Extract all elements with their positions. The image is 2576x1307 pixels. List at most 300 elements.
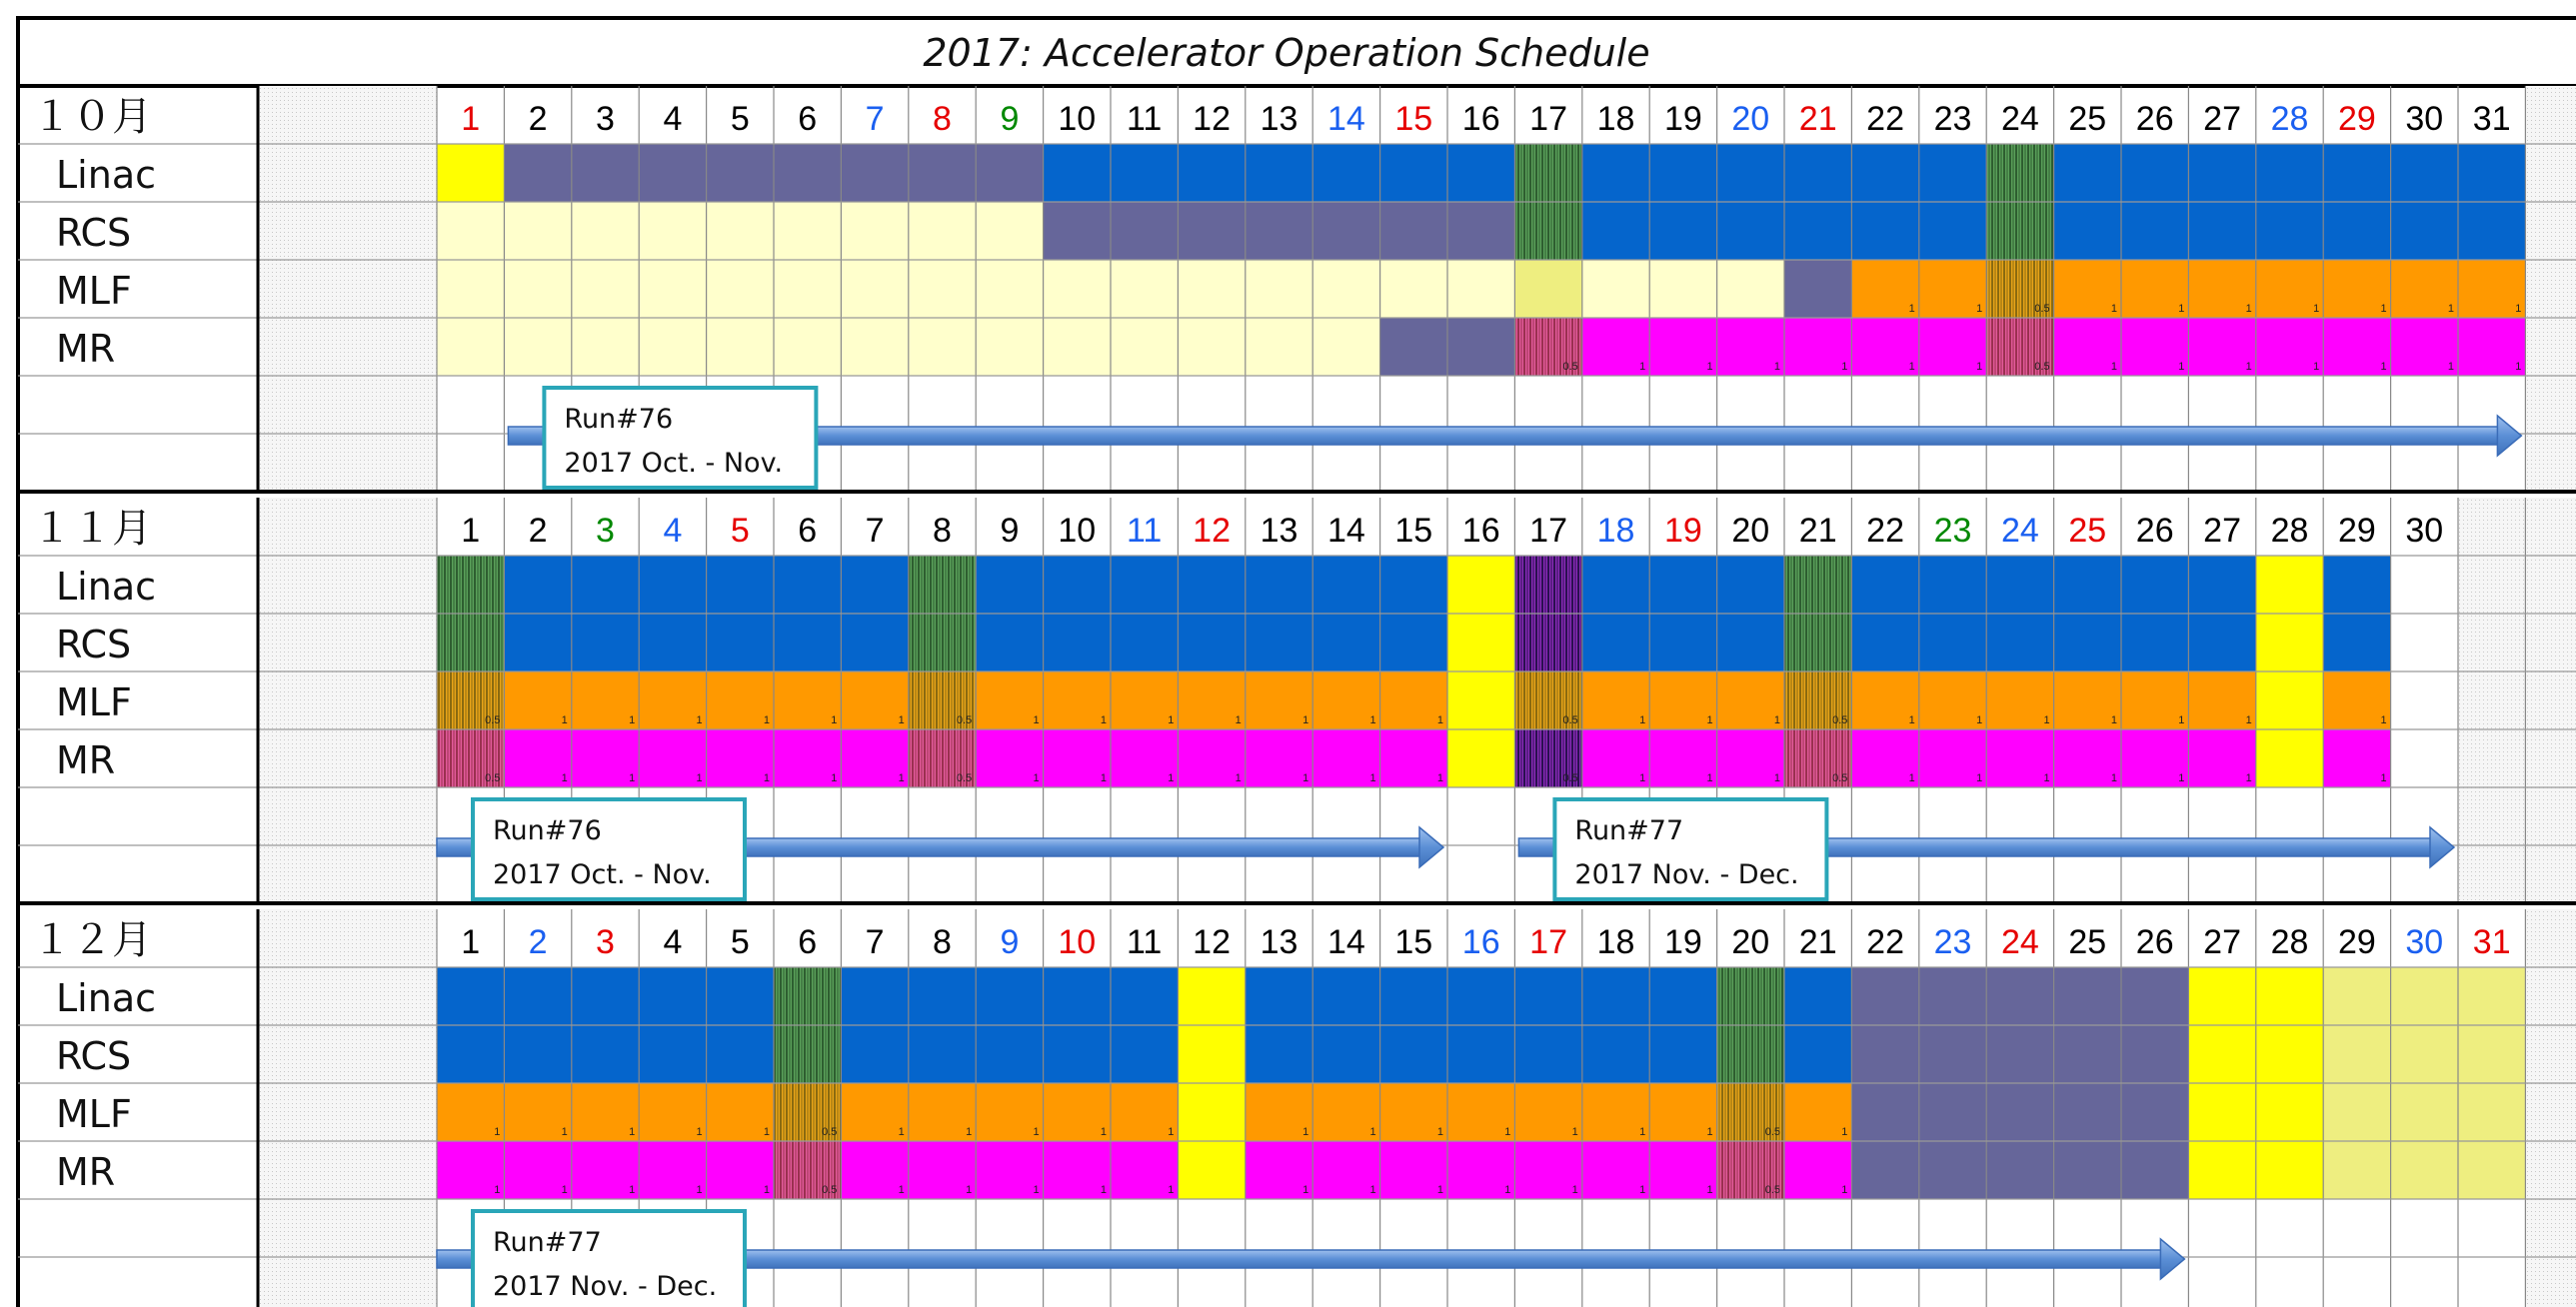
schedule-cell[interactable] [1380,260,1448,318]
schedule-cell[interactable] [1784,202,1852,260]
schedule-cell[interactable] [2188,1083,2256,1141]
schedule-cell[interactable] [2323,1083,2391,1141]
schedule-cell[interactable] [2188,1025,2256,1083]
schedule-cell[interactable] [707,260,775,318]
schedule-cell[interactable] [2121,144,2189,202]
schedule-cell[interactable] [774,1025,842,1083]
schedule-cell[interactable] [2323,556,2391,614]
schedule-cell[interactable] [1919,556,1987,614]
schedule-cell[interactable] [909,144,977,202]
day-number: 5 [730,923,750,961]
schedule-cell[interactable] [572,556,640,614]
schedule-cell[interactable] [1514,967,1582,1025]
schedule-cell[interactable] [1380,614,1448,671]
cell-value: 1 [1706,772,1713,784]
schedule-cell[interactable] [841,614,909,671]
schedule-cell[interactable] [1447,1025,1515,1083]
schedule-cell[interactable] [2121,614,2189,671]
schedule-cell[interactable] [1851,556,1919,614]
schedule-cell[interactable] [1312,144,1380,202]
cell-value: 1 [2380,303,2387,315]
schedule-cell[interactable] [1717,967,1785,1025]
schedule-cell[interactable] [1582,260,1650,318]
schedule-cell[interactable] [437,260,505,318]
day-number: 12 [1193,923,1232,961]
day-number: 29 [2337,512,2376,550]
schedule-cell[interactable] [1044,614,1112,671]
schedule-cell[interactable] [2054,967,2122,1025]
schedule-cell[interactable] [2256,614,2324,671]
schedule-cell[interactable] [909,1025,977,1083]
schedule-cell[interactable] [1044,260,1112,318]
schedule-cell[interactable] [1582,144,1650,202]
schedule-cell[interactable] [1312,318,1380,376]
schedule-cell[interactable] [1380,556,1448,614]
schedule-cell[interactable] [1111,260,1179,318]
day-number: 14 [1326,100,1365,138]
schedule-cell[interactable] [504,614,572,671]
schedule-cell[interactable] [1111,614,1179,671]
schedule-cell[interactable] [1919,144,1987,202]
schedule-cell[interactable] [1111,144,1179,202]
day-number: 22 [1866,923,1905,961]
schedule-cell[interactable] [437,967,505,1025]
day-number: 7 [865,923,885,961]
schedule-cell[interactable] [2256,556,2324,614]
schedule-cell[interactable] [639,556,707,614]
schedule-cell[interactable] [1178,260,1246,318]
schedule-cell[interactable] [1851,144,1919,202]
cell-value: 1 [1908,361,1915,373]
schedule-cell[interactable] [1380,144,1448,202]
schedule-cell[interactable] [1044,556,1112,614]
schedule-cell[interactable] [2054,1025,2122,1083]
schedule-cell[interactable] [1514,614,1582,671]
schedule-cell[interactable] [1447,144,1515,202]
schedule-cell[interactable] [1717,614,1785,671]
schedule-cell[interactable] [2391,1025,2459,1083]
schedule-cell[interactable] [2188,556,2256,614]
schedule-cell[interactable] [1178,202,1246,260]
schedule-cell[interactable] [1851,614,1919,671]
schedule-cell[interactable] [1312,1025,1380,1083]
schedule-cell[interactable] [572,967,640,1025]
schedule-cell[interactable] [2458,202,2526,260]
schedule-cell[interactable] [2121,967,2189,1025]
schedule-cell[interactable] [1649,1025,1717,1083]
schedule-cell[interactable] [2391,1141,2459,1199]
schedule-cell[interactable] [639,1025,707,1083]
schedule-cell[interactable] [909,318,977,376]
cell-value: 1 [898,714,905,726]
cell-value: 1 [1976,361,1983,373]
schedule-cell[interactable] [1447,671,1515,729]
schedule-cell[interactable] [1111,1025,1179,1083]
schedule-cell[interactable] [1178,144,1246,202]
schedule-cell[interactable] [1784,556,1852,614]
schedule-cell[interactable] [2054,1083,2122,1141]
day-number: 7 [865,100,885,138]
schedule-cell[interactable] [1784,260,1852,318]
schedule-cell[interactable] [437,556,505,614]
schedule-cell[interactable] [1784,144,1852,202]
day-number: 19 [1663,923,1702,961]
schedule-cell[interactable] [2256,671,2324,729]
schedule-cell[interactable] [1447,556,1515,614]
schedule-cell[interactable] [1986,556,2054,614]
schedule-cell[interactable] [639,202,707,260]
schedule-cell[interactable] [1312,556,1380,614]
cell-value: 1 [1168,772,1175,784]
schedule-cell[interactable] [1919,967,1987,1025]
schedule-cell[interactable] [976,614,1044,671]
schedule-cell[interactable] [1919,1025,1987,1083]
schedule-cell[interactable] [707,1025,775,1083]
cell-value: 1 [494,1126,501,1138]
schedule-cell[interactable] [2391,556,2458,614]
schedule-cell[interactable] [1447,614,1515,671]
schedule-cell[interactable] [1312,260,1380,318]
schedule-cell[interactable] [774,202,842,260]
schedule-cell[interactable] [2054,1141,2122,1199]
day-number: 8 [933,100,952,138]
schedule-cell[interactable] [1380,318,1448,376]
cell-value: 1 [696,1126,703,1138]
cell-value: 1 [561,772,568,784]
schedule-cell[interactable] [504,556,572,614]
schedule-cell[interactable] [2121,202,2189,260]
schedule-cell[interactable] [1178,318,1246,376]
schedule-cell[interactable] [639,144,707,202]
schedule-cell[interactable] [504,967,572,1025]
schedule-cell[interactable] [976,1025,1044,1083]
schedule-cell[interactable] [2391,1083,2459,1141]
schedule-cell[interactable] [1919,1141,1987,1199]
schedule-cell[interactable] [1986,967,2054,1025]
schedule-cell[interactable] [1447,967,1515,1025]
schedule-cell[interactable] [1851,967,1919,1025]
schedule-cell[interactable] [841,318,909,376]
schedule-cell[interactable] [1111,202,1179,260]
schedule-cell[interactable] [1111,318,1179,376]
schedule-cell[interactable] [1044,967,1112,1025]
schedule-cell[interactable] [1717,556,1785,614]
schedule-cell[interactable] [1380,967,1448,1025]
schedule-cell[interactable] [1312,614,1380,671]
cell-value: 1 [1773,714,1780,726]
schedule-cell[interactable] [1312,967,1380,1025]
schedule-cell[interactable] [1986,144,2054,202]
schedule-cell[interactable] [707,614,775,671]
schedule-cell[interactable] [1649,614,1717,671]
schedule-cell[interactable] [909,260,977,318]
schedule-cell[interactable] [2458,1025,2526,1083]
schedule-cell[interactable] [2391,144,2459,202]
schedule-cell[interactable] [1246,260,1313,318]
schedule-cell[interactable] [1044,1025,1112,1083]
schedule-cell[interactable] [1717,1025,1785,1083]
schedule-cell[interactable] [437,318,505,376]
schedule-cell[interactable] [1582,202,1650,260]
schedule-cell[interactable] [1784,967,1852,1025]
schedule-cell[interactable] [437,614,505,671]
schedule-cell[interactable] [2323,144,2391,202]
day-number: 25 [2068,100,2107,138]
schedule-cell[interactable] [504,144,572,202]
day-number: 27 [2203,512,2242,550]
cell-value: 1 [1976,714,1983,726]
schedule-cell[interactable] [1246,967,1313,1025]
schedule-cell[interactable] [437,144,505,202]
schedule-cell[interactable] [774,967,842,1025]
cell-value: 1 [2447,303,2454,315]
schedule-cell[interactable] [1986,1025,2054,1083]
schedule-cell[interactable] [2458,1141,2526,1199]
cell-value: 1 [2245,303,2252,315]
day-number: 19 [1663,100,1702,138]
schedule-cell[interactable] [504,260,572,318]
schedule-cell[interactable] [1649,202,1717,260]
schedule-cell[interactable] [774,144,842,202]
schedule-cell[interactable] [2188,202,2256,260]
schedule-cell[interactable] [437,1025,505,1083]
schedule-cell[interactable] [2458,967,2526,1025]
schedule-cell[interactable] [2391,671,2458,729]
schedule-cell[interactable] [841,202,909,260]
row-label-mlf: MLF [56,1092,132,1136]
schedule-cell[interactable] [1246,556,1313,614]
schedule-cell[interactable] [1919,202,1987,260]
schedule-cell[interactable] [2256,202,2324,260]
schedule-cell[interactable] [1851,1083,1919,1141]
schedule-cell[interactable] [1380,1025,1448,1083]
schedule-cell[interactable] [1514,202,1582,260]
schedule-cell[interactable] [2458,144,2526,202]
schedule-cell[interactable] [2256,1083,2324,1141]
schedule-cell[interactable] [1044,202,1112,260]
schedule-cell[interactable] [707,144,775,202]
schedule-cell[interactable] [976,144,1044,202]
schedule-cell[interactable] [1986,614,2054,671]
schedule-cell[interactable] [2054,144,2122,202]
cell-value: 1 [1706,714,1713,726]
schedule-cell[interactable] [2323,614,2391,671]
cell-value: 0.5 [822,1184,838,1196]
day-number: 18 [1596,512,1635,550]
schedule-cell[interactable] [841,556,909,614]
day-number: 22 [1866,100,1905,138]
schedule-cell[interactable] [1784,614,1852,671]
cell-value: 1 [696,714,703,726]
schedule-cell[interactable] [2121,1141,2189,1199]
schedule-cell[interactable] [1447,260,1515,318]
cell-value: 1 [1908,714,1915,726]
schedule-cell[interactable] [2054,614,2122,671]
day-number: 10 [1058,100,1097,138]
schedule-cell[interactable] [841,260,909,318]
schedule-cell[interactable] [909,614,977,671]
schedule-cell[interactable] [572,1025,640,1083]
schedule-cell[interactable] [1514,144,1582,202]
schedule-cell[interactable] [909,556,977,614]
run-period: 2017 Oct. - Nov. [493,859,712,890]
schedule-cell[interactable] [976,318,1044,376]
schedule-cell[interactable] [976,556,1044,614]
schedule-cell[interactable] [1111,967,1179,1025]
schedule-cell[interactable] [572,318,640,376]
schedule-cell[interactable] [774,614,842,671]
schedule-cell[interactable] [1717,260,1785,318]
schedule-cell[interactable] [2391,967,2459,1025]
schedule-cell[interactable] [841,1025,909,1083]
schedule-cell[interactable] [504,202,572,260]
schedule-cell[interactable] [1178,1141,1246,1199]
schedule-cell[interactable] [1986,1083,2054,1141]
schedule-cell[interactable] [2256,729,2324,787]
schedule-cell[interactable] [1044,144,1112,202]
schedule-cell[interactable] [1246,144,1313,202]
cell-value: 1 [2245,361,2252,373]
day-number: 15 [1394,923,1433,961]
schedule-cell[interactable] [572,260,640,318]
cell-value: 1 [1706,361,1713,373]
schedule-cell[interactable] [1649,967,1717,1025]
schedule-cell[interactable] [2323,1141,2391,1199]
schedule-cell[interactable] [1514,1025,1582,1083]
schedule-cell[interactable] [572,614,640,671]
day-number: 16 [1461,512,1500,550]
schedule-cell[interactable] [1649,144,1717,202]
day-number: 12 [1193,512,1232,550]
schedule-cell[interactable] [1514,556,1582,614]
day-number: 26 [2135,512,2174,550]
schedule-cell[interactable] [1649,260,1717,318]
schedule-cell[interactable] [1851,202,1919,260]
schedule-cell[interactable] [1312,202,1380,260]
schedule-cell[interactable] [1447,729,1515,787]
schedule-cell[interactable] [1246,1025,1313,1083]
schedule-cell[interactable] [1582,614,1650,671]
schedule-cell[interactable] [2121,556,2189,614]
schedule-cell[interactable] [1919,614,1987,671]
schedule-cell[interactable] [2391,202,2459,260]
schedule-cell[interactable] [1178,556,1246,614]
cell-value: 0.5 [2034,303,2050,315]
schedule-cell[interactable] [1111,556,1179,614]
schedule-cell[interactable] [1582,967,1650,1025]
schedule-cell[interactable] [639,318,707,376]
cell-value: 1 [1100,714,1107,726]
schedule-cell[interactable] [2391,729,2458,787]
schedule-cell[interactable] [2121,1083,2189,1141]
cell-value: 1 [1100,1126,1107,1138]
day-number: 27 [2203,100,2242,138]
schedule-cell[interactable] [2188,1141,2256,1199]
schedule-cell[interactable] [774,260,842,318]
schedule-cell[interactable] [1582,1025,1650,1083]
schedule-cell[interactable] [1851,1141,1919,1199]
schedule-cell[interactable] [2054,202,2122,260]
schedule-cell[interactable] [572,144,640,202]
schedule-cell[interactable] [2256,1141,2324,1199]
schedule-cell[interactable] [841,967,909,1025]
schedule-cell[interactable] [976,967,1044,1025]
schedule-cell[interactable] [639,260,707,318]
cell-value: 1 [2447,361,2454,373]
schedule-cell[interactable] [639,614,707,671]
schedule-cell[interactable] [707,556,775,614]
schedule-cell[interactable] [2323,202,2391,260]
schedule-cell[interactable] [2121,1025,2189,1083]
schedule-cell[interactable] [1447,202,1515,260]
schedule-cell[interactable] [2256,967,2324,1025]
schedule-cell[interactable] [1178,614,1246,671]
schedule-cell[interactable] [1851,1025,1919,1083]
cell-value: 1 [2380,772,2387,784]
schedule-cell[interactable] [1246,202,1313,260]
schedule-cell[interactable] [774,318,842,376]
schedule-cell[interactable] [2323,1025,2391,1083]
schedule-cell[interactable] [1178,967,1246,1025]
schedule-cell[interactable] [2391,614,2458,671]
schedule-cell[interactable] [1986,1141,2054,1199]
schedule-cell[interactable] [2188,614,2256,671]
schedule-cell[interactable] [1582,556,1650,614]
schedule-cell[interactable] [1447,318,1515,376]
schedule-cell[interactable] [1380,202,1448,260]
schedule-cell[interactable] [1178,1025,1246,1083]
schedule-cell[interactable] [1986,202,2054,260]
schedule-cell[interactable] [1044,318,1112,376]
schedule-cell[interactable] [437,202,505,260]
schedule-cell[interactable] [707,318,775,376]
schedule-cell[interactable] [707,967,775,1025]
schedule-cell[interactable] [504,1025,572,1083]
schedule-cell[interactable] [2054,556,2122,614]
day-number: 1 [461,100,481,138]
schedule-cell[interactable] [909,967,977,1025]
schedule-cell[interactable] [1717,202,1785,260]
schedule-cell[interactable] [504,318,572,376]
schedule-cell[interactable] [976,260,1044,318]
schedule-cell[interactable] [1919,1083,1987,1141]
cell-value: 1 [2110,714,2117,726]
schedule-cell[interactable] [1514,260,1582,318]
schedule-cell[interactable] [2256,144,2324,202]
schedule-cell[interactable] [774,556,842,614]
schedule-cell[interactable] [1246,614,1313,671]
schedule-cell[interactable] [639,967,707,1025]
schedule-cell[interactable] [2458,1083,2526,1141]
schedule-cell[interactable] [1178,1083,1246,1141]
cell-value: 1 [1168,1184,1175,1196]
schedule-cell[interactable] [1649,556,1717,614]
cell-value: 1 [1033,714,1040,726]
schedule-cell[interactable] [976,202,1044,260]
schedule-cell[interactable] [2188,967,2256,1025]
schedule-cell[interactable] [707,202,775,260]
schedule-cell[interactable] [909,202,977,260]
schedule-cell[interactable] [2323,967,2391,1025]
schedule-cell[interactable] [1784,1025,1852,1083]
schedule-cell[interactable] [2188,144,2256,202]
schedule-cell[interactable] [1717,144,1785,202]
schedule-cell[interactable] [572,202,640,260]
schedule-cell[interactable] [2256,1025,2324,1083]
cell-value: 1 [1100,772,1107,784]
schedule-cell[interactable] [1246,318,1313,376]
schedule-cell[interactable] [841,144,909,202]
